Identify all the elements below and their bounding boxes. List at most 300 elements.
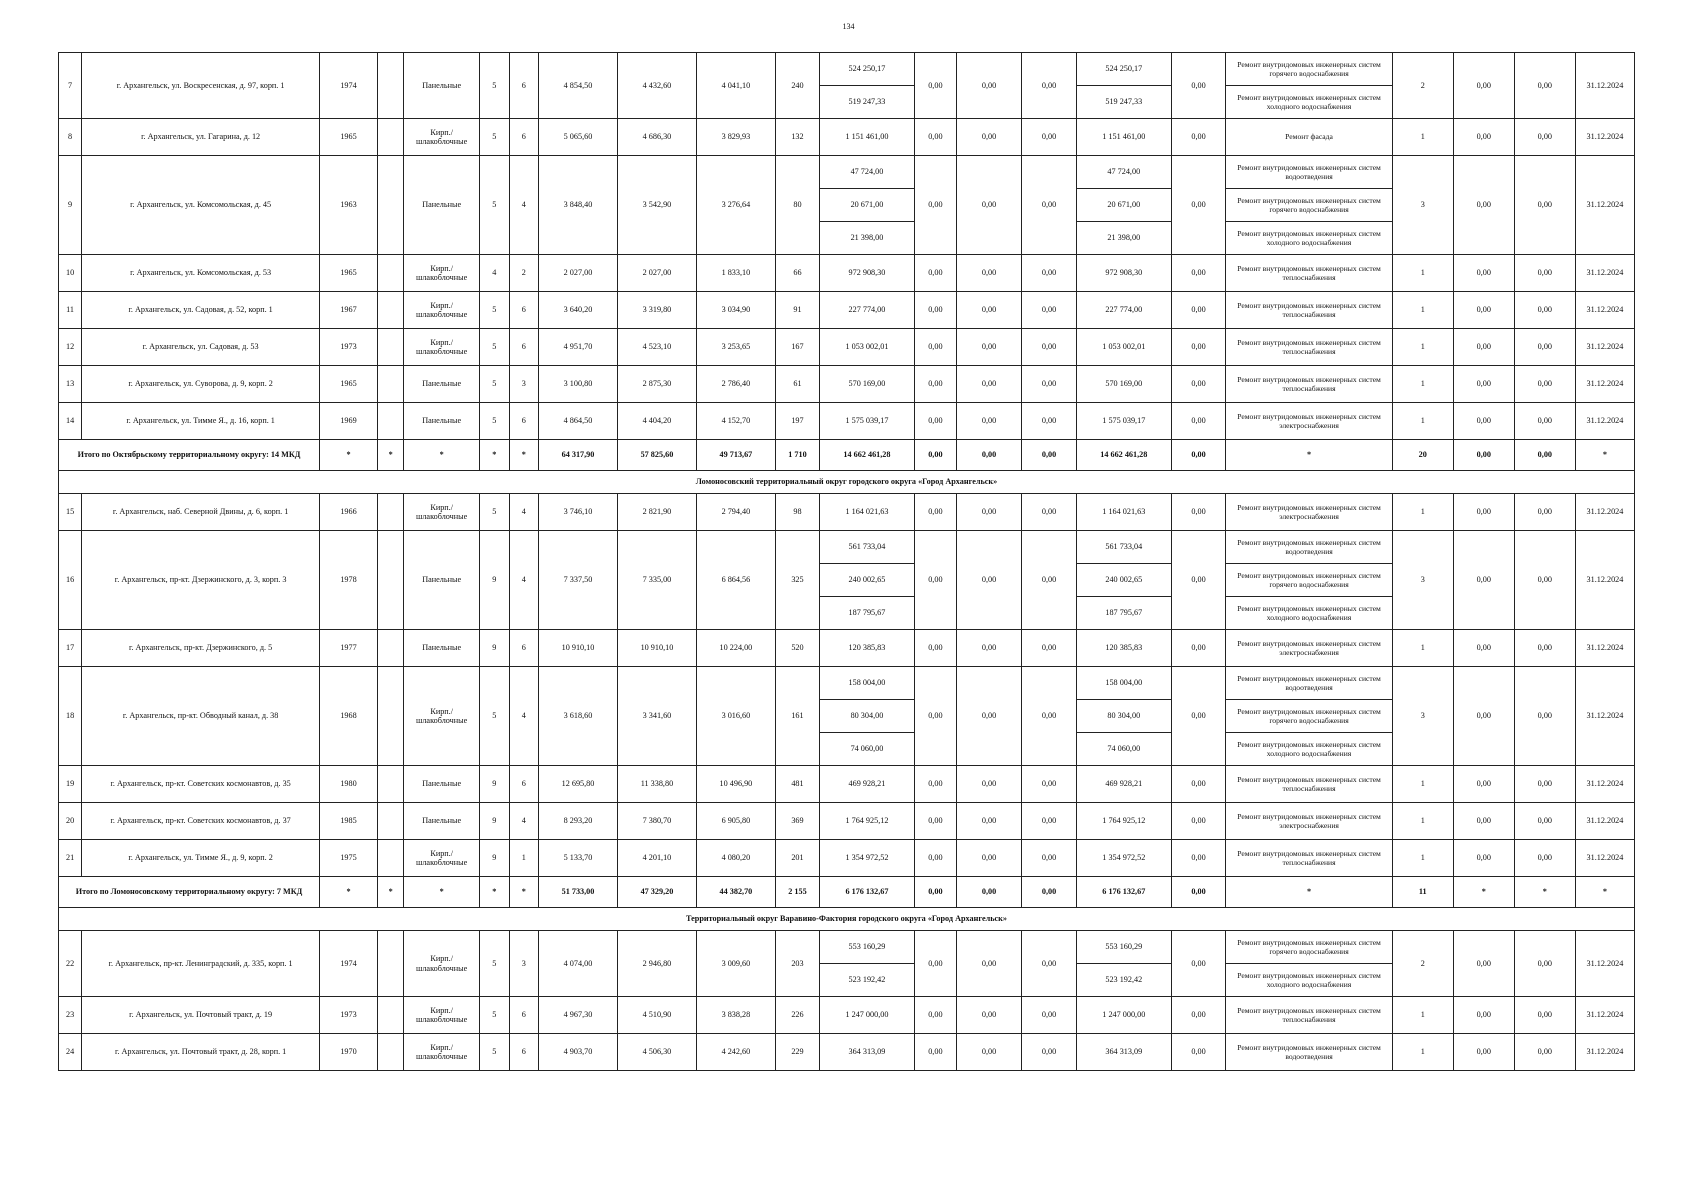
fund2-cell: 0,00	[956, 1034, 1021, 1071]
fund2-cell: 0,00	[956, 494, 1021, 531]
total-cost: 14 662 461,28	[820, 440, 915, 471]
cost-cell: 1 764 925,12	[820, 803, 915, 840]
work-type-cell: Ремонт внутридомовых инженерных систем холодного водоснабжения	[1226, 597, 1392, 630]
year-cell: 1974	[320, 931, 378, 997]
area-living-cell: 4 152,70	[696, 403, 775, 440]
spec2-cell: 0,00	[1514, 997, 1575, 1034]
area-total-cell: 5 133,70	[539, 840, 618, 877]
blank-cell	[377, 119, 403, 156]
total-area-living: 44 382,70	[696, 877, 775, 908]
work-type-cell: Ремонт внутридомовых инженерных систем горячего водоснабжения	[1226, 931, 1392, 964]
fund1-cell: 0,00	[914, 366, 956, 403]
wall-material-cell: Кирп./ шлакоблочные	[404, 931, 480, 997]
total-owners: 6 176 132,67	[1076, 877, 1171, 908]
work-type-cell: Ремонт внутридомовых инженерных систем водоотведения	[1226, 667, 1392, 700]
wall-material-cell: Кирп./ шлакоблочные	[404, 840, 480, 877]
floors-cell: 5	[480, 667, 509, 766]
work-type-cell: Ремонт внутридомовых инженерных систем теплоснабжения	[1226, 997, 1392, 1034]
table-row	[59, 53, 1635, 86]
other-funds-cell: 0,00	[1171, 997, 1226, 1034]
residents-cell: 80	[775, 156, 819, 255]
entrances-cell: 6	[509, 997, 538, 1034]
blank-cell	[377, 931, 403, 997]
other-funds-cell: 0,00	[1171, 292, 1226, 329]
other-funds-cell: 0,00	[1171, 531, 1226, 630]
wall-material-cell: Панельные	[404, 630, 480, 667]
work-type-cell: Ремонт внутридомовых инженерных систем теплоснабжения	[1226, 366, 1392, 403]
spec1-cell: 0,00	[1453, 997, 1514, 1034]
total-row	[59, 440, 1635, 471]
area-premises-cell: 10 910,10	[617, 630, 696, 667]
floors-cell: 4	[480, 255, 509, 292]
work-count-cell: 1	[1392, 630, 1453, 667]
total-count: 20	[1392, 440, 1453, 471]
section-title: Ломоносовский территориальный округ городского округа «Город Архангельск»	[59, 471, 1635, 494]
entrances-cell: 6	[509, 119, 538, 156]
fund3-cell: 0,00	[1022, 1034, 1077, 1071]
work-count-cell: 3	[1392, 156, 1453, 255]
floors-cell: 5	[480, 494, 509, 531]
year-cell: 1973	[320, 997, 378, 1034]
owners-funds-cell: 570 169,00	[1076, 366, 1171, 403]
work-type-cell: Ремонт внутридомовых инженерных систем теплоснабжения	[1226, 292, 1392, 329]
fund2-cell: 0,00	[956, 255, 1021, 292]
work-type-cell: Ремонт внутридомовых инженерных систем теплоснабжения	[1226, 255, 1392, 292]
blank-cell	[377, 630, 403, 667]
deadline-cell: 31.12.2024	[1575, 997, 1634, 1034]
residents-cell: 167	[775, 329, 819, 366]
fund2-cell: 0,00	[956, 667, 1021, 766]
total-label: Итого по Ломоносовскому территориальному округу: 7 МКД	[59, 877, 320, 908]
area-living-cell: 1 833,10	[696, 255, 775, 292]
total-floors: *	[480, 877, 509, 908]
owners-funds-cell: 524 250,17	[1076, 53, 1171, 86]
fund1-cell: 0,00	[914, 53, 956, 119]
table-row	[59, 803, 1635, 840]
year-cell: 1975	[320, 840, 378, 877]
floors-cell: 9	[480, 630, 509, 667]
cost-cell: 1 354 972,52	[820, 840, 915, 877]
floors-cell: 9	[480, 803, 509, 840]
floors-cell: 9	[480, 531, 509, 630]
owners-funds-cell: 972 908,30	[1076, 255, 1171, 292]
area-total-cell: 4 864,50	[539, 403, 618, 440]
owners-funds-cell: 561 733,04	[1076, 531, 1171, 564]
year-cell: 1985	[320, 803, 378, 840]
deadline-cell: 31.12.2024	[1575, 1034, 1634, 1071]
area-total-cell: 3 618,60	[539, 667, 618, 766]
area-premises-cell: 4 506,30	[617, 1034, 696, 1071]
address-cell: г. Архангельск, ул. Почтовый тракт, д. 19	[82, 997, 320, 1034]
fund2-cell: 0,00	[956, 531, 1021, 630]
entrances-cell: 6	[509, 53, 538, 119]
area-premises-cell: 2 027,00	[617, 255, 696, 292]
other-funds-cell: 0,00	[1171, 255, 1226, 292]
entrances-cell: 6	[509, 403, 538, 440]
deadline-cell: 31.12.2024	[1575, 329, 1634, 366]
wall-material-cell: Кирп./ шлакоблочные	[404, 329, 480, 366]
owners-funds-cell: 1 247 000,00	[1076, 997, 1171, 1034]
blank-cell	[377, 766, 403, 803]
total-area-total: 64 317,90	[539, 440, 618, 471]
fund1-cell: 0,00	[914, 403, 956, 440]
entrances-cell: 6	[509, 766, 538, 803]
total-residents: 2 155	[775, 877, 819, 908]
address-cell: г. Архангельск, ул. Суворова, д. 9, корп. 2	[82, 366, 320, 403]
area-total-cell: 3 746,10	[539, 494, 618, 531]
entrances-cell: 6	[509, 630, 538, 667]
total-year: *	[320, 877, 378, 908]
residents-cell: 98	[775, 494, 819, 531]
total-fund2: 0,00	[956, 440, 1021, 471]
work-count-cell: 1	[1392, 292, 1453, 329]
total-area-premises: 57 825,60	[617, 440, 696, 471]
fund3-cell: 0,00	[1022, 531, 1077, 630]
address-cell: г. Архангельск, пр-кт. Обводный канал, д. 38	[82, 667, 320, 766]
total-blank: *	[377, 877, 403, 908]
work-count-cell: 1	[1392, 997, 1453, 1034]
spec2-cell: 0,00	[1514, 494, 1575, 531]
table-row	[59, 997, 1635, 1034]
spec1-cell: 0,00	[1453, 1034, 1514, 1071]
area-living-cell: 4 041,10	[696, 53, 775, 119]
total-count: 11	[1392, 877, 1453, 908]
cost-cell: 1 247 000,00	[820, 997, 915, 1034]
spec2-cell: 0,00	[1514, 667, 1575, 766]
residents-cell: 132	[775, 119, 819, 156]
blank-cell	[377, 531, 403, 630]
address-cell: г. Архангельск, пр-кт. Дзержинского, д. 5	[82, 630, 320, 667]
blank-cell	[377, 53, 403, 119]
spec1-cell: 0,00	[1453, 766, 1514, 803]
area-total-cell: 3 640,20	[539, 292, 618, 329]
total-wall: *	[404, 877, 480, 908]
owners-funds-cell: 47 724,00	[1076, 156, 1171, 189]
area-premises-cell: 4 201,10	[617, 840, 696, 877]
spec1-cell: 0,00	[1453, 803, 1514, 840]
owners-funds-cell: 1 164 021,63	[1076, 494, 1171, 531]
row-number: 24	[59, 1034, 82, 1071]
deadline-cell: 31.12.2024	[1575, 766, 1634, 803]
spec1-cell: 0,00	[1453, 366, 1514, 403]
entrances-cell: 6	[509, 292, 538, 329]
wall-material-cell: Кирп./ шлакоблочные	[404, 292, 480, 329]
area-total-cell: 2 027,00	[539, 255, 618, 292]
total-residents: 1 710	[775, 440, 819, 471]
other-funds-cell: 0,00	[1171, 494, 1226, 531]
fund3-cell: 0,00	[1022, 329, 1077, 366]
owners-funds-cell: 227 774,00	[1076, 292, 1171, 329]
area-total-cell: 4 903,70	[539, 1034, 618, 1071]
row-number: 22	[59, 931, 82, 997]
deadline-cell: 31.12.2024	[1575, 931, 1634, 997]
work-count-cell: 3	[1392, 667, 1453, 766]
area-premises-cell: 3 341,60	[617, 667, 696, 766]
address-cell: г. Архангельск, пр-кт. Советских космонавтов, д. 37	[82, 803, 320, 840]
row-number: 13	[59, 366, 82, 403]
floors-cell: 5	[480, 366, 509, 403]
work-count-cell: 1	[1392, 803, 1453, 840]
address-cell: г. Архангельск, ул. Садовая, д. 53	[82, 329, 320, 366]
cost-cell: 1 053 002,01	[820, 329, 915, 366]
owners-funds-cell: 120 385,83	[1076, 630, 1171, 667]
fund3-cell: 0,00	[1022, 630, 1077, 667]
row-number: 9	[59, 156, 82, 255]
spec2-cell: 0,00	[1514, 403, 1575, 440]
owners-funds-cell: 74 060,00	[1076, 733, 1171, 766]
other-funds-cell: 0,00	[1171, 667, 1226, 766]
area-living-cell: 4 080,20	[696, 840, 775, 877]
total-fund2: 0,00	[956, 877, 1021, 908]
blank-cell	[377, 255, 403, 292]
total-owners: 14 662 461,28	[1076, 440, 1171, 471]
area-living-cell: 3 838,28	[696, 997, 775, 1034]
spec2-cell: 0,00	[1514, 931, 1575, 997]
owners-funds-cell: 187 795,67	[1076, 597, 1171, 630]
spec1-cell: 0,00	[1453, 840, 1514, 877]
work-count-cell: 1	[1392, 119, 1453, 156]
wall-material-cell: Панельные	[404, 403, 480, 440]
table-row	[59, 292, 1635, 329]
work-count-cell: 2	[1392, 53, 1453, 119]
wall-material-cell: Кирп./ шлакоблочные	[404, 997, 480, 1034]
work-type-cell: Ремонт внутридомовых инженерных систем горячего водоснабжения	[1226, 700, 1392, 733]
spec1-cell: 0,00	[1453, 494, 1514, 531]
area-living-cell: 6 864,56	[696, 531, 775, 630]
blank-cell	[377, 403, 403, 440]
register-body	[59, 53, 1635, 1071]
wall-material-cell: Панельные	[404, 766, 480, 803]
deadline-cell: 31.12.2024	[1575, 156, 1634, 255]
table-row	[59, 329, 1635, 366]
work-count-cell: 1	[1392, 1034, 1453, 1071]
year-cell: 1965	[320, 255, 378, 292]
spec1-cell: 0,00	[1453, 292, 1514, 329]
row-number: 14	[59, 403, 82, 440]
cost-cell: 469 928,21	[820, 766, 915, 803]
total-cost: 6 176 132,67	[820, 877, 915, 908]
cost-cell: 21 398,00	[820, 222, 915, 255]
fund2-cell: 0,00	[956, 766, 1021, 803]
table-row	[59, 931, 1635, 964]
fund1-cell: 0,00	[914, 156, 956, 255]
entrances-cell: 2	[509, 255, 538, 292]
work-count-cell: 1	[1392, 494, 1453, 531]
entrances-cell: 1	[509, 840, 538, 877]
cost-cell: 227 774,00	[820, 292, 915, 329]
table-row	[59, 494, 1635, 531]
fund2-cell: 0,00	[956, 53, 1021, 119]
spec1-cell: 0,00	[1453, 630, 1514, 667]
row-number: 16	[59, 531, 82, 630]
total-area-living: 49 713,67	[696, 440, 775, 471]
year-cell: 1980	[320, 766, 378, 803]
floors-cell: 5	[480, 403, 509, 440]
total-row	[59, 877, 1635, 908]
area-total-cell: 5 065,60	[539, 119, 618, 156]
work-type-cell: Ремонт внутридомовых инженерных систем горячего водоснабжения	[1226, 53, 1392, 86]
total-fund3: 0,00	[1022, 440, 1077, 471]
area-living-cell: 4 242,60	[696, 1034, 775, 1071]
spec1-cell: 0,00	[1453, 531, 1514, 630]
area-premises-cell: 11 338,80	[617, 766, 696, 803]
wall-material-cell: Кирп./ шлакоблочные	[404, 255, 480, 292]
area-living-cell: 3 009,60	[696, 931, 775, 997]
total-entrances: *	[509, 440, 538, 471]
deadline-cell: 31.12.2024	[1575, 255, 1634, 292]
row-number: 10	[59, 255, 82, 292]
spec2-cell: 0,00	[1514, 366, 1575, 403]
fund2-cell: 0,00	[956, 366, 1021, 403]
residents-cell: 61	[775, 366, 819, 403]
work-count-cell: 1	[1392, 255, 1453, 292]
blank-cell	[377, 494, 403, 531]
year-cell: 1969	[320, 403, 378, 440]
work-type-cell: Ремонт фасада	[1226, 119, 1392, 156]
work-type-cell: Ремонт внутридомовых инженерных систем холодного водоснабжения	[1226, 733, 1392, 766]
area-total-cell: 8 293,20	[539, 803, 618, 840]
cost-cell: 120 385,83	[820, 630, 915, 667]
cost-cell: 20 671,00	[820, 189, 915, 222]
cost-cell: 158 004,00	[820, 667, 915, 700]
work-count-cell: 1	[1392, 366, 1453, 403]
address-cell: г. Архангельск, пр-кт. Дзержинского, д. 3, корп. 3	[82, 531, 320, 630]
address-cell: г. Архангельск, ул. Почтовый тракт, д. 28, корп. 1	[82, 1034, 320, 1071]
owners-funds-cell: 240 002,65	[1076, 564, 1171, 597]
wall-material-cell: Панельные	[404, 53, 480, 119]
total-works: *	[1226, 440, 1392, 471]
table-row	[59, 531, 1635, 564]
other-funds-cell: 0,00	[1171, 931, 1226, 997]
spec2-cell: 0,00	[1514, 803, 1575, 840]
total-fund1: 0,00	[914, 440, 956, 471]
total-spec1: *	[1453, 877, 1514, 908]
entrances-cell: 4	[509, 494, 538, 531]
area-living-cell: 2 786,40	[696, 366, 775, 403]
spec1-cell: 0,00	[1453, 329, 1514, 366]
address-cell: г. Архангельск, ул. Тимме Я., д. 16, корп. 1	[82, 403, 320, 440]
total-entrances: *	[509, 877, 538, 908]
cost-cell: 524 250,17	[820, 53, 915, 86]
owners-funds-cell: 1 053 002,01	[1076, 329, 1171, 366]
entrances-cell: 4	[509, 531, 538, 630]
owners-funds-cell: 523 192,42	[1076, 964, 1171, 997]
area-premises-cell: 7 380,70	[617, 803, 696, 840]
year-cell: 1967	[320, 292, 378, 329]
blank-cell	[377, 292, 403, 329]
row-number: 20	[59, 803, 82, 840]
deadline-cell: 31.12.2024	[1575, 840, 1634, 877]
table-row	[59, 1034, 1635, 1071]
area-premises-cell: 2 821,90	[617, 494, 696, 531]
spec2-cell: 0,00	[1514, 53, 1575, 119]
table-row	[59, 366, 1635, 403]
other-funds-cell: 0,00	[1171, 630, 1226, 667]
deadline-cell: 31.12.2024	[1575, 630, 1634, 667]
residents-cell: 226	[775, 997, 819, 1034]
address-cell: г. Архангельск, ул. Комсомольская, д. 45	[82, 156, 320, 255]
other-funds-cell: 0,00	[1171, 329, 1226, 366]
total-deadline: *	[1575, 877, 1634, 908]
residents-cell: 161	[775, 667, 819, 766]
other-funds-cell: 0,00	[1171, 1034, 1226, 1071]
deadline-cell: 31.12.2024	[1575, 803, 1634, 840]
work-count-cell: 1	[1392, 403, 1453, 440]
owners-funds-cell: 519 247,33	[1076, 86, 1171, 119]
cost-cell: 1 164 021,63	[820, 494, 915, 531]
fund1-cell: 0,00	[914, 1034, 956, 1071]
fund3-cell: 0,00	[1022, 840, 1077, 877]
floors-cell: 5	[480, 292, 509, 329]
table-row	[59, 255, 1635, 292]
deadline-cell: 31.12.2024	[1575, 667, 1634, 766]
entrances-cell: 3	[509, 366, 538, 403]
wall-material-cell: Кирп./ шлакоблочные	[404, 119, 480, 156]
fund3-cell: 0,00	[1022, 366, 1077, 403]
blank-cell	[377, 156, 403, 255]
row-number: 18	[59, 667, 82, 766]
blank-cell	[377, 366, 403, 403]
work-type-cell: Ремонт внутридомовых инженерных систем электроснабжения	[1226, 494, 1392, 531]
total-spec2: 0,00	[1514, 440, 1575, 471]
address-cell: г. Архангельск, наб. Северной Двины, д. 6, корп. 1	[82, 494, 320, 531]
wall-material-cell: Кирп./ шлакоблочные	[404, 494, 480, 531]
work-type-cell: Ремонт внутридомовых инженерных систем теплоснабжения	[1226, 840, 1392, 877]
deadline-cell: 31.12.2024	[1575, 366, 1634, 403]
entrances-cell: 6	[509, 329, 538, 366]
area-total-cell: 12 695,80	[539, 766, 618, 803]
cost-cell: 523 192,42	[820, 964, 915, 997]
area-total-cell: 4 967,30	[539, 997, 618, 1034]
wall-material-cell: Панельные	[404, 156, 480, 255]
row-number: 23	[59, 997, 82, 1034]
work-type-cell: Ремонт внутридомовых инженерных систем водоотведения	[1226, 156, 1392, 189]
residents-cell: 66	[775, 255, 819, 292]
entrances-cell: 6	[509, 1034, 538, 1071]
year-cell: 1965	[320, 366, 378, 403]
area-living-cell: 6 905,80	[696, 803, 775, 840]
spec1-cell: 0,00	[1453, 119, 1514, 156]
fund3-cell: 0,00	[1022, 156, 1077, 255]
floors-cell: 5	[480, 997, 509, 1034]
residents-cell: 325	[775, 531, 819, 630]
fund1-cell: 0,00	[914, 630, 956, 667]
owners-funds-cell: 553 160,29	[1076, 931, 1171, 964]
fund3-cell: 0,00	[1022, 403, 1077, 440]
area-total-cell: 3 848,40	[539, 156, 618, 255]
row-number: 7	[59, 53, 82, 119]
work-count-cell: 1	[1392, 329, 1453, 366]
row-number: 12	[59, 329, 82, 366]
blank-cell	[377, 840, 403, 877]
total-label: Итого по Октябрьскому территориальному округу: 14 МКД	[59, 440, 320, 471]
work-type-cell: Ремонт внутридомовых инженерных систем теплоснабжения	[1226, 766, 1392, 803]
spec2-cell: 0,00	[1514, 156, 1575, 255]
year-cell: 1973	[320, 329, 378, 366]
section-row	[59, 471, 1635, 494]
floors-cell: 5	[480, 119, 509, 156]
floors-cell: 5	[480, 931, 509, 997]
blank-cell	[377, 803, 403, 840]
address-cell: г. Архангельск, ул. Гагарина, д. 12	[82, 119, 320, 156]
cost-cell: 1 575 039,17	[820, 403, 915, 440]
address-cell: г. Архангельск, пр-кт. Ленинградский, д. 335, корп. 1	[82, 931, 320, 997]
area-premises-cell: 4 404,20	[617, 403, 696, 440]
entrances-cell: 3	[509, 931, 538, 997]
spec1-cell: 0,00	[1453, 931, 1514, 997]
other-funds-cell: 0,00	[1171, 803, 1226, 840]
year-cell: 1965	[320, 119, 378, 156]
